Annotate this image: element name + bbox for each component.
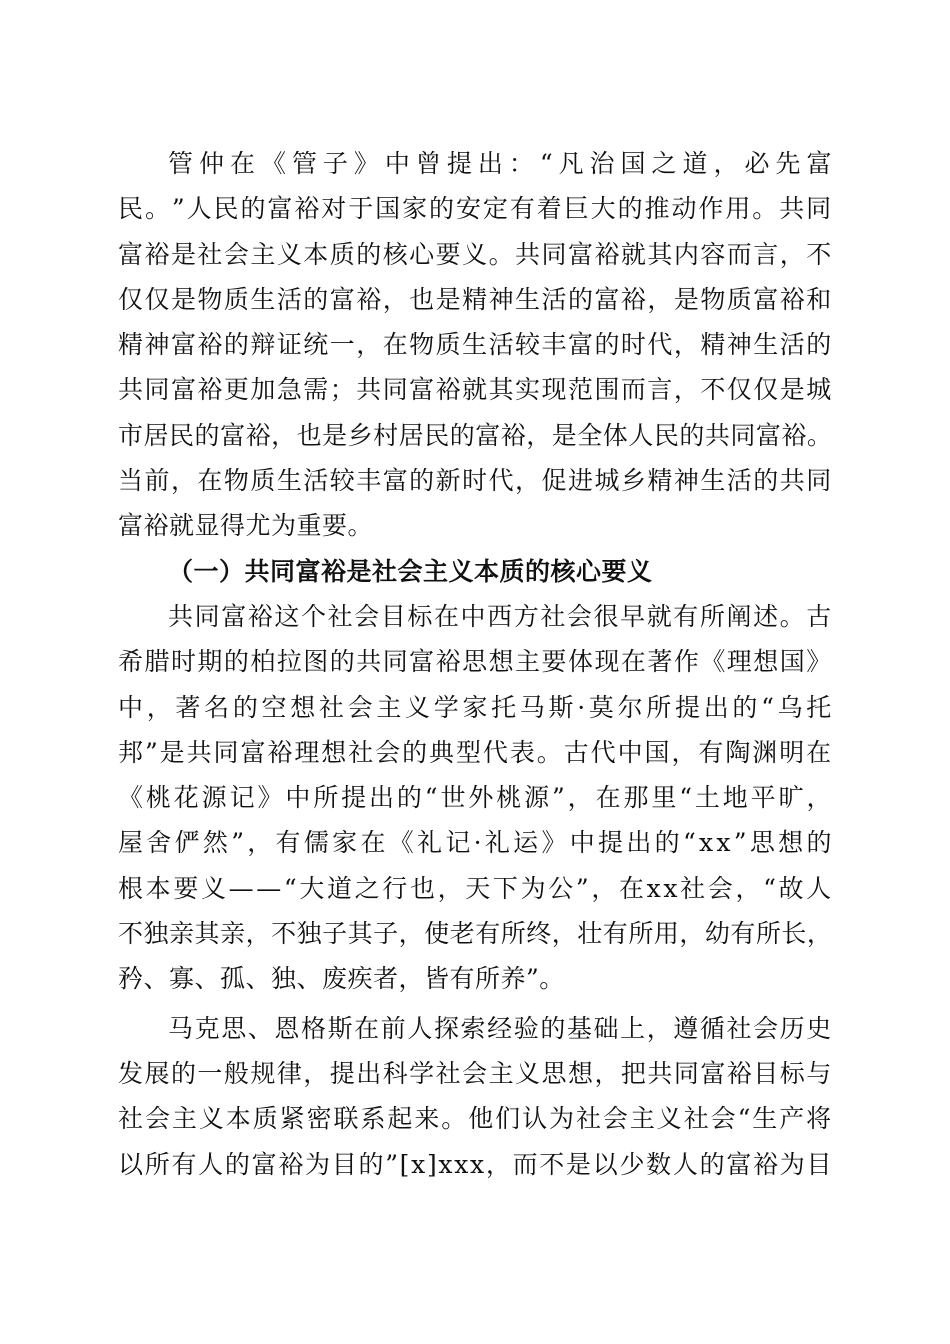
text-line: 根 本 要 义 — — “ 大 道 之 行 也 ， 天 下 为 公 ” ， 在 x x 社 会 ， “ 故 人 [118,873,832,903]
text-line: 富裕就显得尤为重要。 [118,511,374,541]
section-paragraph-2 [118,1006,832,1187]
text-line: 管 仲 在 《 管 子 》 中 曾 提 出 ： “ 凡 治 国 之 道 ， 必 先 富 [168,149,832,178]
document-body [118,141,832,1187]
text-line: 以 所 有 人 的 富 裕 为 目 的 ” [ x ] x x x ， 而 不 是 以 少 数 人 的 富 裕 为 目 [118,1149,832,1179]
text-line: 精 神 富 裕 的 辩 证 统 一 ， 在 物 质 生 活 较 丰 富 的 时 代 ， 精 神 生 活 的 [118,330,832,360]
intro-paragraph [118,141,832,549]
text-line: 市 居 民 的 富 裕 ， 也 是 乡 村 居 民 的 富 裕 ， 是 全 体 人 民 的 共 同 富 裕 。 [118,420,833,450]
section-heading: （一）共同富裕是社会主义本质的核心要义 [168,556,653,586]
text-line: 富 裕 是 社 会 主 义 本 质 的 核 心 要 义 。 共 同 富 裕 就 其 内 容 而 言 ， 不 [118,239,832,269]
text-line: 《 桃 花 源 记 》 中 所 提 出 的 “ 世 外 桃 源 ” ， 在 那 里 “ 土 地 平 旷 ， [118,783,832,813]
text-line: 仅 仅 是 物 质 生 活 的 富 裕 ， 也 是 精 神 生 活 的 富 裕 ， 是 物 质 富 裕 和 [118,284,832,314]
text-line: 邦 ” 是 共 同 富 裕 理 想 社 会 的 典 型 代 表 。 古 代 中 国 ， 有 陶 渊 明 在 [118,737,832,767]
text-line: 马 克 思 、 恩 格 斯 在 前 人 探 索 经 验 的 基 础 上 ， 遵 循 社 会 历 史 [168,1013,832,1043]
text-line: 中 ， 著 名 的 空 想 社 会 主 义 学 家 托 马 斯 · 莫 尔 所 提 出 的 “ 乌 托 [118,692,832,722]
section-paragraph-1 [118,594,832,1002]
text-line: 希 腊 时 期 的 柏 拉 图 的 共 同 富 裕 思 想 主 要 体 现 在 著 作 《 理 想 国 》 [118,647,832,677]
text-line: 屋 舍 俨 然 ” ， 有 儒 家 在 《 礼 记 · 礼 运 》 中 提 出 的 “ x x ” 思 想 的 [118,828,832,858]
text-line: 矜、寡、孤、独、废疾者，皆有所养”。 [118,964,565,994]
text-line: 共 同 富 裕 这 个 社 会 目 标 在 中 西 方 社 会 很 早 就 有 所 阐 述 。 古 [168,601,832,631]
text-line: 发 展 的 一 般 规 律 ， 提 出 科 学 社 会 主 义 思 想 ， 把 共 同 富 裕 目 标 与 [118,1058,832,1088]
text-line: 民 。 ” 人 民 的 富 裕 对 于 国 家 的 安 定 有 着 巨 大 的 推 动 作 用 。 共 同 [118,194,832,224]
text-line: 当 前 ， 在 物 质 生 活 较 丰 富 的 新 时 代 ， 促 进 城 乡 精 神 生 活 的 共 同 [118,466,832,496]
text-line: 共 同 富 裕 更 加 急 需 ； 共 同 富 裕 就 其 实 现 范 围 而 言 ， 不 仅 仅 是 城 [118,375,832,405]
text-line: 社 会 主 义 本 质 紧 密 联 系 起 来 。 他 们 认 为 社 会 主 义 社 会 “ 生 产 将 [118,1104,832,1134]
text-line: 不 独 亲 其 亲 ， 不 独 子 其 子 ， 使 老 有 所 终 ， 壮 有 所 用 ， 幼 有 所 长 ， [118,919,833,949]
